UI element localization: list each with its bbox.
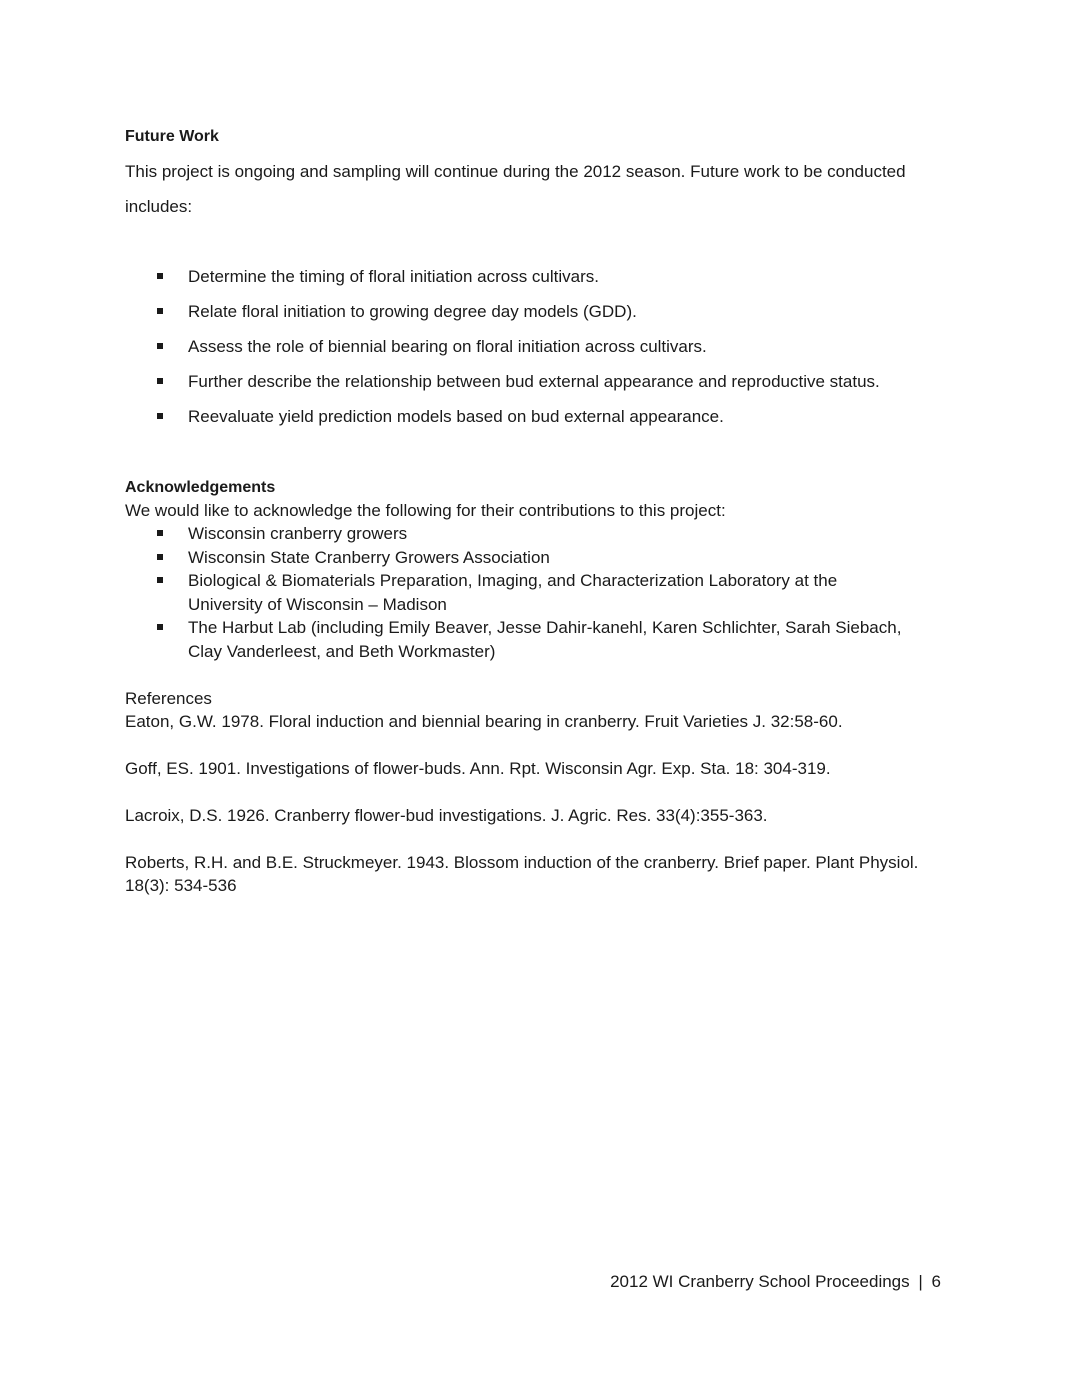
acknowledgement-item: Wisconsin cranberry growers <box>188 524 408 543</box>
acknowledgement-item-continuation: University of Wisconsin – Madison <box>188 595 447 614</box>
future-work-intro-line2: includes: <box>125 197 193 216</box>
reference-entry-continuation: 18(3): 534-536 <box>125 876 237 895</box>
future-work-item: Reevaluate yield prediction models based on bud external appearance. <box>188 407 724 426</box>
reference-entry: Lacroix, D.S. 1926. Cranberry flower-bud investigations. J. Agric. Res. 33(4):355-363. <box>125 806 768 825</box>
bullet-icon <box>157 624 163 630</box>
acknowledgements-heading: Acknowledgements <box>125 479 276 496</box>
page-number: 6 <box>931 1272 941 1291</box>
future-work-heading: Future Work <box>125 128 219 145</box>
acknowledgements-intro: We would like to acknowledge the following for their contributions to this project: <box>125 501 726 520</box>
footer-title: 2012 WI Cranberry School Proceedings <box>610 1272 910 1291</box>
reference-entry: Eaton, G.W. 1978. Floral induction and biennial bearing in cranberry. Fruit Varieties J. 32:58-60. <box>125 712 843 731</box>
bullet-icon <box>157 378 163 384</box>
future-work-item: Relate floral initiation to growing degree day models (GDD). <box>188 302 637 321</box>
acknowledgement-item: The Harbut Lab (including Emily Beaver, Jesse Dahir-kanehl, Karen Schlichter, Sarah Siebach, <box>188 618 902 637</box>
acknowledgement-item: Biological & Biomaterials Preparation, Imaging, and Characterization Laboratory at the <box>188 571 838 590</box>
future-work-item: Determine the timing of floral initiation across cultivars. <box>188 267 599 286</box>
bullet-icon <box>157 343 163 349</box>
reference-entry: Roberts, R.H. and B.E. Struckmeyer. 1943. Blossom induction of the cranberry. Brief paper. Plant Physiol. <box>125 853 919 872</box>
acknowledgement-item: Wisconsin State Cranberry Growers Association <box>188 548 550 567</box>
footer-separator: | <box>918 1272 923 1291</box>
future-work-item: Further describe the relationship between bud external appearance and reproductive status. <box>188 372 880 391</box>
bullet-icon <box>157 413 163 419</box>
references-heading: References <box>125 689 212 708</box>
bullet-icon <box>157 530 163 536</box>
future-work-item: Assess the role of biennial bearing on floral initiation across cultivars. <box>188 337 707 356</box>
acknowledgement-item-continuation: Clay Vanderleest, and Beth Workmaster) <box>188 642 496 661</box>
bullet-icon <box>157 577 163 583</box>
bullet-icon <box>157 273 163 279</box>
page-footer <box>610 1272 941 1292</box>
bullet-icon <box>157 554 163 560</box>
bullet-icon <box>157 308 163 314</box>
future-work-intro-line1: This project is ongoing and sampling will continue during the 2012 season. Future work to be conducted <box>125 162 906 181</box>
reference-entry: Goff, ES. 1901. Investigations of flower-buds. Ann. Rpt. Wisconsin Agr. Exp. Sta. 18: 304-319. <box>125 759 831 778</box>
